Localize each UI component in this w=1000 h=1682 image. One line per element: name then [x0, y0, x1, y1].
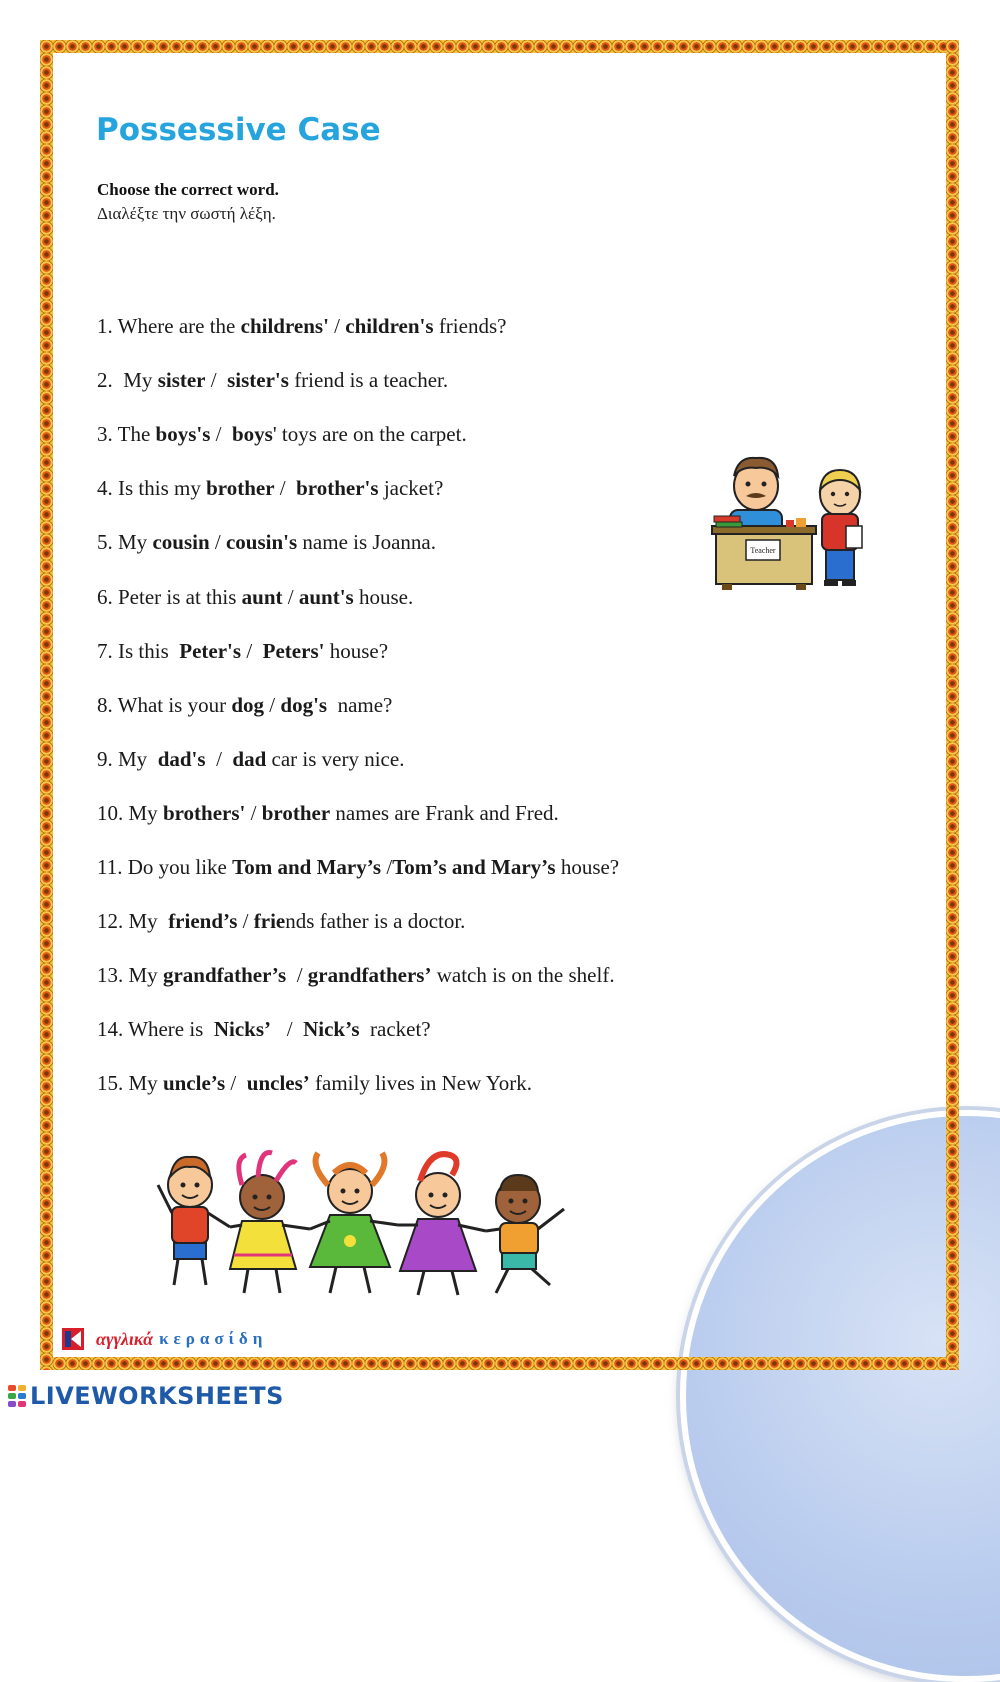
answer-option[interactable]: brother	[261, 801, 331, 825]
answer-option[interactable]: boys	[231, 422, 273, 446]
answer-option[interactable]: frie	[253, 909, 286, 933]
answer-option[interactable]: brother's	[296, 476, 379, 500]
flower-border-left	[40, 40, 53, 1370]
teacher-sign-label: Teacher	[750, 546, 776, 555]
question-text: /	[271, 1017, 304, 1041]
answer-option[interactable]: dad's	[157, 747, 206, 771]
question-text: 3. The	[97, 422, 156, 446]
question-6	[97, 585, 413, 610]
question-14	[97, 1017, 431, 1042]
question-text: /	[241, 639, 263, 663]
question-text: 11. Do you like	[97, 855, 233, 879]
question-text: /	[210, 422, 232, 446]
page-title: Possessive Case	[96, 112, 381, 148]
question-text: house.	[353, 585, 414, 609]
answer-option[interactable]: uncle’s	[162, 1071, 226, 1095]
answer-option[interactable]: Nick’s	[303, 1017, 360, 1041]
question-12	[97, 909, 465, 934]
question-text: /	[286, 963, 308, 987]
question-text: /	[328, 314, 346, 338]
question-text: /	[264, 693, 281, 717]
liveworksheets-label: LIVEWORKSHEETS	[30, 1382, 284, 1410]
question-text: /	[237, 909, 254, 933]
answer-option[interactable]: uncles’	[246, 1071, 310, 1095]
k-logo-icon	[62, 1328, 84, 1350]
lws-grid-icon	[8, 1385, 26, 1407]
question-text: 5. My	[97, 530, 153, 554]
answer-option[interactable]: cousin	[152, 530, 210, 554]
question-3	[97, 422, 467, 447]
question-text: jacket?	[378, 476, 444, 500]
answer-option[interactable]: dog	[231, 693, 265, 717]
question-text: 7. Is this	[97, 639, 180, 663]
flower-border-right	[946, 40, 959, 1370]
question-11	[97, 855, 619, 880]
question-text: 13. My	[97, 963, 163, 987]
answer-option[interactable]: Nicks’	[213, 1017, 272, 1041]
answer-option[interactable]: grandfathers’	[307, 963, 432, 987]
question-text: racket?	[359, 1017, 431, 1041]
answer-option[interactable]: Peter's	[179, 639, 242, 663]
instruction-english: Choose the correct word.	[97, 180, 279, 199]
question-text: name?	[327, 693, 393, 717]
question-2	[97, 368, 448, 393]
question-13	[97, 963, 615, 988]
question-text: 12. My	[97, 909, 169, 933]
teacher-desk-icon	[708, 452, 868, 592]
answer-option[interactable]: sister	[157, 368, 206, 392]
answer-option[interactable]: Peters'	[262, 639, 325, 663]
question-text: /	[274, 476, 297, 500]
question-4	[97, 476, 443, 501]
brand-name-blue: κερασίδη	[159, 1329, 268, 1348]
question-text: names are Frank and Fred.	[330, 801, 559, 825]
question-text: ' toys are on the carpet.	[272, 422, 467, 446]
question-text: car is very nice.	[266, 747, 405, 771]
question-text: /	[205, 368, 228, 392]
question-text: name is Joanna.	[297, 530, 436, 554]
answer-option[interactable]: aunt's	[298, 585, 354, 609]
brand-footer	[62, 1325, 267, 1353]
question-text: 1. Where are the	[97, 314, 241, 338]
answer-option[interactable]: Tom and Mary’s	[232, 855, 382, 879]
question-5	[97, 530, 436, 555]
question-text: watch is on the shelf.	[431, 963, 615, 987]
question-text: /	[209, 530, 226, 554]
question-text: /	[245, 801, 262, 825]
answer-option[interactable]: Tom’s and Mary’s	[392, 855, 556, 879]
question-15	[97, 1071, 532, 1096]
question-text: /	[225, 1071, 247, 1095]
answer-option[interactable]: brothers'	[162, 801, 246, 825]
question-text: family lives in New York.	[309, 1071, 533, 1095]
answer-option[interactable]: dad	[232, 747, 267, 771]
answer-option[interactable]: aunt	[241, 585, 283, 609]
question-text: 14. Where is	[97, 1017, 214, 1041]
answer-option[interactable]: friend’s	[168, 909, 238, 933]
answer-option[interactable]: childrens'	[240, 314, 329, 338]
answer-option[interactable]: children's	[345, 314, 434, 338]
question-8	[97, 693, 392, 718]
flower-border-top	[40, 40, 959, 53]
question-text: friends?	[433, 314, 507, 338]
dancing-kids-icon	[150, 1145, 580, 1305]
answer-option[interactable]: boys's	[155, 422, 211, 446]
question-10	[97, 801, 559, 826]
answer-option[interactable]: cousin's	[225, 530, 298, 554]
answer-option[interactable]: sister's	[227, 368, 289, 392]
question-text: nds father is a doctor.	[285, 909, 466, 933]
instruction-greek: Διαλέξτε την σωστή λέξη.	[97, 204, 276, 223]
question-7	[97, 639, 388, 664]
question-text: 15. My	[97, 1071, 163, 1095]
question-text: 8. What is your	[97, 693, 232, 717]
question-text: 10. My	[97, 801, 163, 825]
flower-border-bottom	[40, 1357, 959, 1370]
question-text: /	[381, 855, 393, 879]
question-text: 9. My	[97, 747, 158, 771]
question-text: house?	[555, 855, 620, 879]
liveworksheets-watermark[interactable]	[8, 1381, 284, 1411]
question-text: /	[205, 747, 233, 771]
brand-name-red: αγγλικά	[96, 1328, 154, 1349]
question-1	[97, 314, 506, 339]
question-text: /	[282, 585, 299, 609]
answer-option[interactable]: grandfather’s	[162, 963, 287, 987]
question-9	[97, 747, 404, 772]
question-text: friend is a teacher.	[288, 368, 449, 392]
question-text: house?	[324, 639, 389, 663]
answer-option[interactable]: brother	[206, 476, 275, 500]
answer-option[interactable]: dog's	[280, 693, 328, 717]
question-text: 4. Is this my	[97, 476, 207, 500]
question-text: 2. My	[97, 368, 158, 392]
question-text: 6. Peter is at this	[97, 585, 242, 609]
